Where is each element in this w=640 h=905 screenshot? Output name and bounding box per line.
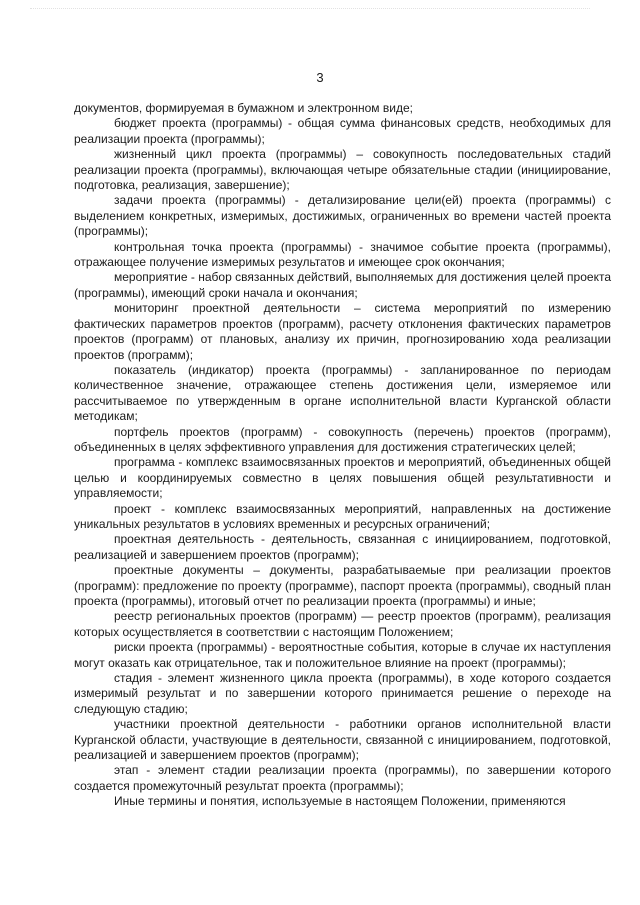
paragraph: показатель (индикатор) проекта (программы) - запланированное по периодам количественное значение, отражающее степень достижения цели, измеряемое или рассчитываемое по утвержденным в органе исполнительной власти Курганской области методикам; bbox=[74, 362, 611, 424]
page-number: 3 bbox=[316, 70, 324, 85]
paragraph: жизненный цикл проекта (программы) – совокупность последовательных стадий реализации проекта (программы), включающая четыре обязательные стадии (инициирование, подготовка, реализация, завершение); bbox=[74, 147, 611, 193]
paragraph: проект - комплекс взаимосвязанных мероприятий, направленных на достижение уникальных результатов в условиях временных и ресурсных ограничений; bbox=[74, 501, 611, 531]
paragraph: стадия - элемент жизненного цикла проекта (программы), в ходе которого создается измеримый результат и по завершении которого принимается решение о переходе на следующую стадию; bbox=[74, 671, 611, 716]
paragraph: программа - комплекс взаимосвязанных проектов и мероприятий, объединенных общей целью и координируемых совместно в целях повышения общей результативности и управляемости; bbox=[74, 455, 611, 501]
paragraph: проектные документы – документы, разрабатываемые при реализации проектов (программ): предложение по проекту (программе), паспорт проекта (программы), сводный план проекта (программы), итоговый отчет по реализации проекта (программы) и иные; bbox=[74, 563, 611, 608]
paragraph: контрольная точка проекта (программы) - значимое событие проекта (программы), отражающее получение измеримых результатов и имеющее срок окончания; bbox=[74, 239, 611, 270]
paragraph: бюджет проекта (программы) - общая сумма финансовых средств, необходимых для реализации проекта (программы); bbox=[74, 116, 611, 146]
document-body bbox=[74, 101, 611, 810]
paragraph: Иные термины и понятия, используемые в настоящем Положении, применяются bbox=[114, 794, 566, 809]
paragraph: портфель проектов (программ) - совокупность (перечень) проектов (программ), объединенных в целях эффективного управления для достижения стратегических целей; bbox=[74, 424, 611, 454]
paragraph: мониторинг проектной деятельности – система мероприятий по измерению фактических параметров проектов (программ), расчету отклонения фактических параметров проектов (программ) от плановых, анализу их причин, прогнозированию хода реализации проектов (программ); bbox=[74, 301, 611, 362]
paragraph: участники проектной деятельности - работники органов исполнительной власти Курганской области, участвующие в деятельности, связанной с инициированием, подготовкой, реализацией и завершением проектов (программ); bbox=[74, 717, 611, 763]
paragraph: документов, формируемая в бумажном и электронном виде; bbox=[74, 101, 413, 115]
paragraph: риски проекта (программы) - вероятностные события, которые в случае их наступления могут оказать как отрицательное, так и положительное влияние на проект (программы); bbox=[74, 640, 611, 670]
scan-artifact-line bbox=[30, 8, 590, 10]
paragraph: мероприятие - набор связанных действий, выполняемых для достижения целей проекта (программы), имеющий сроки начала и окончания; bbox=[74, 270, 611, 300]
paragraph: этап - элемент стадии реализации проекта (программы), по завершении которого создается промежуточный результат проекта (программы); bbox=[74, 763, 611, 793]
paragraph: проектная деятельность - деятельность, связанная с инициированием, подготовкой, реализацией и завершением проектов (программ); bbox=[74, 532, 611, 562]
paragraph: реестр региональных проектов (программ) — реестр проектов (программ), реализация которых осуществляется в соответствии с настоящим Положением; bbox=[74, 609, 611, 639]
paragraph: задачи проекта (программы) - детализирование цели(ей) проекта (программы) с выделением конкретных, измеримых, достижимых, ограниченных во времени частей проекта (программы); bbox=[74, 193, 611, 239]
